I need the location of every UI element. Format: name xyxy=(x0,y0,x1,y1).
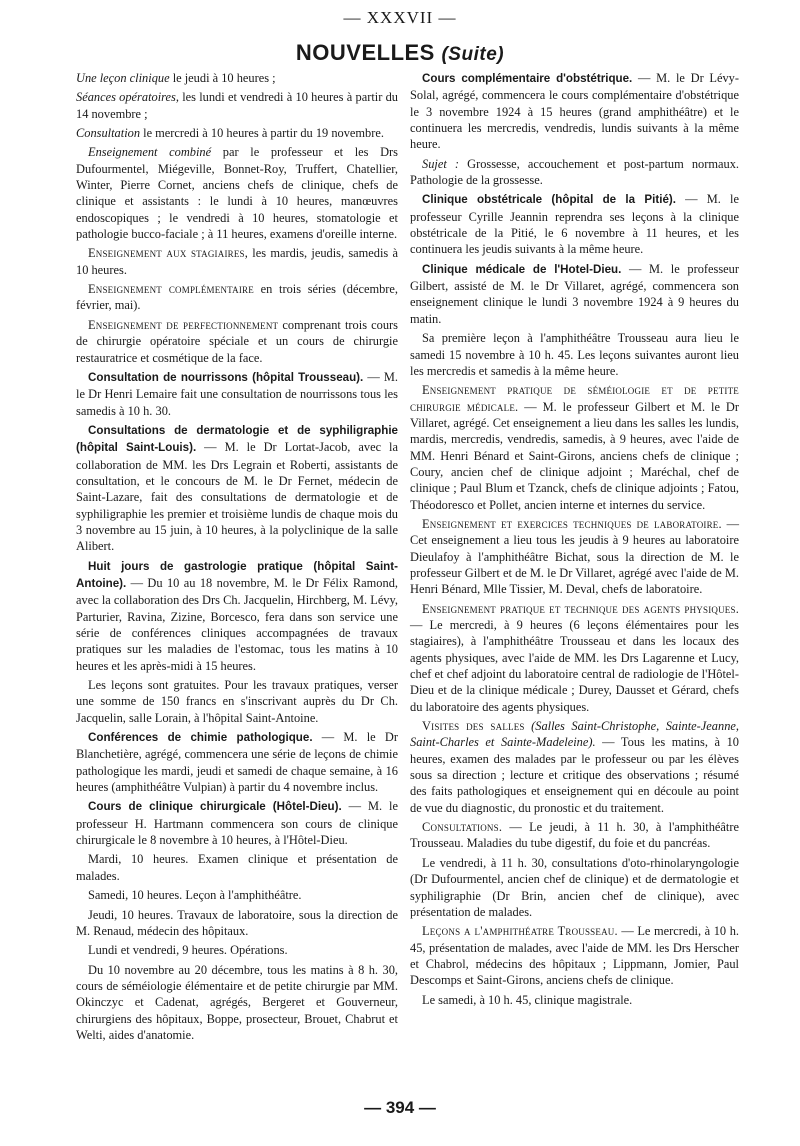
page-header-roman-numeral: — XXXVII — xyxy=(343,8,457,27)
paragraph: Clinique médicale de l'Hotel-Dieu. — M. le professeur Gilbert, assisté de M. le Dr Villaret, agrégé, commencera son enseignement clinique le lundi 3 novembre 1924 à 9 heures du matin. xyxy=(410,261,739,326)
paragraph: Conférences de chimie pathologique. — M. le Dr Blanchetière, agrégé, commencera une série de leçons de chimie pathologique les mardi, jeudi et samedi de chaque semaine, à 16 heures (amphithéâtre Vulpian) à partir du 4 novembre inclus. xyxy=(76,730,398,795)
paragraph: Consultation de nourrissons (hôpital Trousseau). — M. le Dr Henri Lemaire fait une consultation de nourrissons tous les samedis à 10 h. 30. xyxy=(76,369,399,418)
paragraph: Huit jours de gastrologie pratique (hôpital Saint-Antoine). — Du 10 au 18 novembre, M. le Dr Félix Ramond, avec la collaboration des Drs Ch. Jacquelin, Hirchberg, M. Lévy, Parturier, Ravina, Zizine, Borcesco, fera dans son service une série de conférences cliniques accompagnées de travaux pratiques sur les maladies de l'estomac, tous les matins à 10 heures et les après-midi à 15 heures. xyxy=(76,559,398,673)
paragraph: Mardi, 10 heures. Examen clinique et présentation de malades. xyxy=(76,852,398,883)
section-title xyxy=(0,40,800,66)
paragraph: Visites des salles (Salles Saint-Christophe, Sainte-Jeanne, Saint-Charles et Sainte-Madeleine). — Tous les matins, à 10 heures, examen des malades par le professeur ou par les élèves sous sa direction ; lecture et critique des observations ; résumé des faits pathologiques et enseignement qui en découle au point de vue du diagnostic, du pronostic et du traitement. xyxy=(410,719,739,815)
page-number: — 394 — xyxy=(364,1098,436,1117)
paragraph: Leçons a l'amphithéatre Trousseau. — Le mercredi, à 10 h. 45, présentation de malades, avec l'aide de MM. les Drs Herscher et Chabrol, médecins des hôpitaux ; Lippmann, Jomier, Paul Descomps et Saint-Girons, anciens chefs de clinique. xyxy=(410,924,739,988)
paragraph: Enseignement pratique de séméiologie et de petite chirurgie médicale. — M. le professeur Gilbert et M. le Dr Villaret, agrégé. Cet enseignement a lieu dans les salles les lundis, mardis, mercredis, vendredis, samedis, à 9 heures, avec l'aide de MM. Henri Bénard et Saint-Girons, anciens chefs de clinique ; Coury, ancien chef de clinique adjoint ; Maréchal, chef de clinique ; Paul Blum et Tzanck, chefs de clinique adjoints ; Fatou, Théodoresco et Pollet, ancien interne et internes du service. xyxy=(410,383,739,512)
paragraph: Enseignement complémentaire en trois séries (décembre, février, mai). xyxy=(76,282,399,313)
paragraph: Enseignement pratique et technique des agents physiques. — Le mercredi, à 9 heures (6 leçons élémentaires pour les stagiaires), à l'amphithéâtre Trousseau et dans les locaux des agents physiques, avec l'aide de MM. les Drs Lagarenne et Lucy, chef et chef adjoint du laboratoire central de radiologie de l'Hôtel-Dieu et de la clinique médicale ; Durey, Dausset et Gérard, chefs du laboratoire des agents physiques. xyxy=(410,601,739,714)
title-main: NOUVELLES xyxy=(295,40,435,65)
paragraph: Les leçons sont gratuites. Pour les travaux pratiques, verser une somme de 150 francs en s'inscrivant auprès du Dr Ch. Jacquelin, salle Lorain, à l'hôpital Saint-Antoine. xyxy=(76,678,398,725)
paragraph: Une leçon clinique le jeudi à 10 heures ; xyxy=(76,71,276,85)
paragraph: Lundi et vendredi, 9 heures. Opérations. xyxy=(88,943,288,958)
paragraph: Consultations. — Le jeudi, à 11 h. 30, à l'amphithéâtre Trousseau. Maladies du tube digestif, du foie et du pancréas. xyxy=(410,820,739,851)
paragraph: Sa première leçon à l'amphithéâtre Trousseau aura lieu le samedi 15 novembre à 10 h. 45. Les leçons suivantes auront lieu les mercredis et samedis à la même heure. xyxy=(410,331,739,378)
paragraph: Cours de clinique chirurgicale (Hôtel-Dieu). — M. le professeur H. Hartmann commencera son cours de clinique chirurgicale le 8 novembre à 10 heures, à l'Hôtel-Dieu. xyxy=(76,799,398,848)
left-column xyxy=(76,70,398,1046)
paragraph: Séances opératoires, les lundi et vendredi à 10 heures à partir du 14 novembre ; xyxy=(76,90,398,121)
paragraph: Enseignement de perfectionnement comprenant trois cours de chirurgie opératoire spéciale et un cours de chirurgie restauratrice et cosmétique de la face. xyxy=(76,317,398,365)
paragraph: Enseignement et exercices techniques de laboratoire. — Cet enseignement a lieu tous les jeudis à 9 heures au laboratoire Dieulafoy à l'amphithéâtre Bichat, sous la direction de M. le professeur Gilbert et de M. le Dr Villaret, agrégé avec l'aide de M. Henri Bénard, Mlle Tissier, M. Deval, chefs de laboratoire. xyxy=(410,516,739,597)
paragraph: Cours complémentaire d'obstétrique. — M. le Dr Lévy-Solal, agrégé, commencera le cours complémentaire d'obstétrique le 3 novembre 1924 à 15 heures (grand amphithéâtre) et le continuera les mercredis, vendredis, lundis suivants à la même heure. xyxy=(410,71,739,152)
paragraph: Consultations de dermatologie et de syphiligraphie (hôpital Saint-Louis). — M. le Dr Lortat-Jacob, avec la collaboration de MM. les Drs Legrain et Roberti, assistants de consultation, et le concours de M. le Dr Fernet, médecin de Saint-Lazare, fait des consultations de dermatologie et de syphiligraphie les premier et troisième lundis de chaque mois du 3 novembre au 15 juin, à 10 heures, à la polyclinique de la salle Alibert. xyxy=(76,423,399,554)
paragraph: Le vendredi, à 11 h. 30, consultations d'oto-rhinolaryngologie (Dr Dufourmentel, ancien chef de clinique) et de dermatologie et syphiligraphie (Dr Brin, ancien chef de clinique), avec présentation de malades. xyxy=(410,855,739,919)
paragraph: Sujet : Grossesse, accouchement et post-partum normaux. Pathologie de la grossesse. xyxy=(410,156,740,188)
paragraph: Consultation le mercredi à 10 heures à partir du 19 novembre. xyxy=(76,126,384,141)
paragraph: Clinique obstétricale (hôpital de la Pitié). — M. le professeur Cyrille Jeannin reprendra ses leçons à la clinique obstétricale de la Pitié, le 6 novembre à 11 heures, et les continuera les jeudis suivants à la même heure. xyxy=(410,192,739,257)
paragraph: Samedi, 10 heures. Leçon à l'amphithéâtre. xyxy=(88,888,302,903)
paragraph: Enseignement aux stagiaires, les mardis, jeudis, samedis à 10 heures. xyxy=(76,246,399,277)
paragraph: Enseignement combiné par le professeur et les Drs Dufourmentel, Miégeville, Bonnet-Roy, Truffert, Chatellier, Winter, Pierre Cornet, anciens chefs de clinique, chefs de clinique et assistants : le lundi à 10 heures, manœuvres endoscopiques ; le vendredi à 10 heures, stomatologie et pathologie bucco-faciale ; à 11 heures, examens d'oreille interne. xyxy=(76,145,399,242)
right-column xyxy=(410,70,739,1011)
paragraph: Du 10 novembre au 20 décembre, tous les matins à 8 h. 30, cours de séméiologie élémentaire et de petite chirurgie par MM. Okinczyc et Cadenat, agrégés, Bergeret et Gouverneur, chirurgiens des hôpitaux, Boppe, prosecteur, Brouet, Chabrut et Welti, aides d'anatomie. xyxy=(76,962,398,1042)
paragraph: Jeudi, 10 heures. Travaux de laboratoire, sous la direction de M. Renaud, médecin des hôpitaux. xyxy=(76,907,398,938)
title-suite: (Suite) xyxy=(441,44,505,65)
paragraph: Le samedi, à 10 h. 45, clinique magistrale. xyxy=(422,992,633,1007)
